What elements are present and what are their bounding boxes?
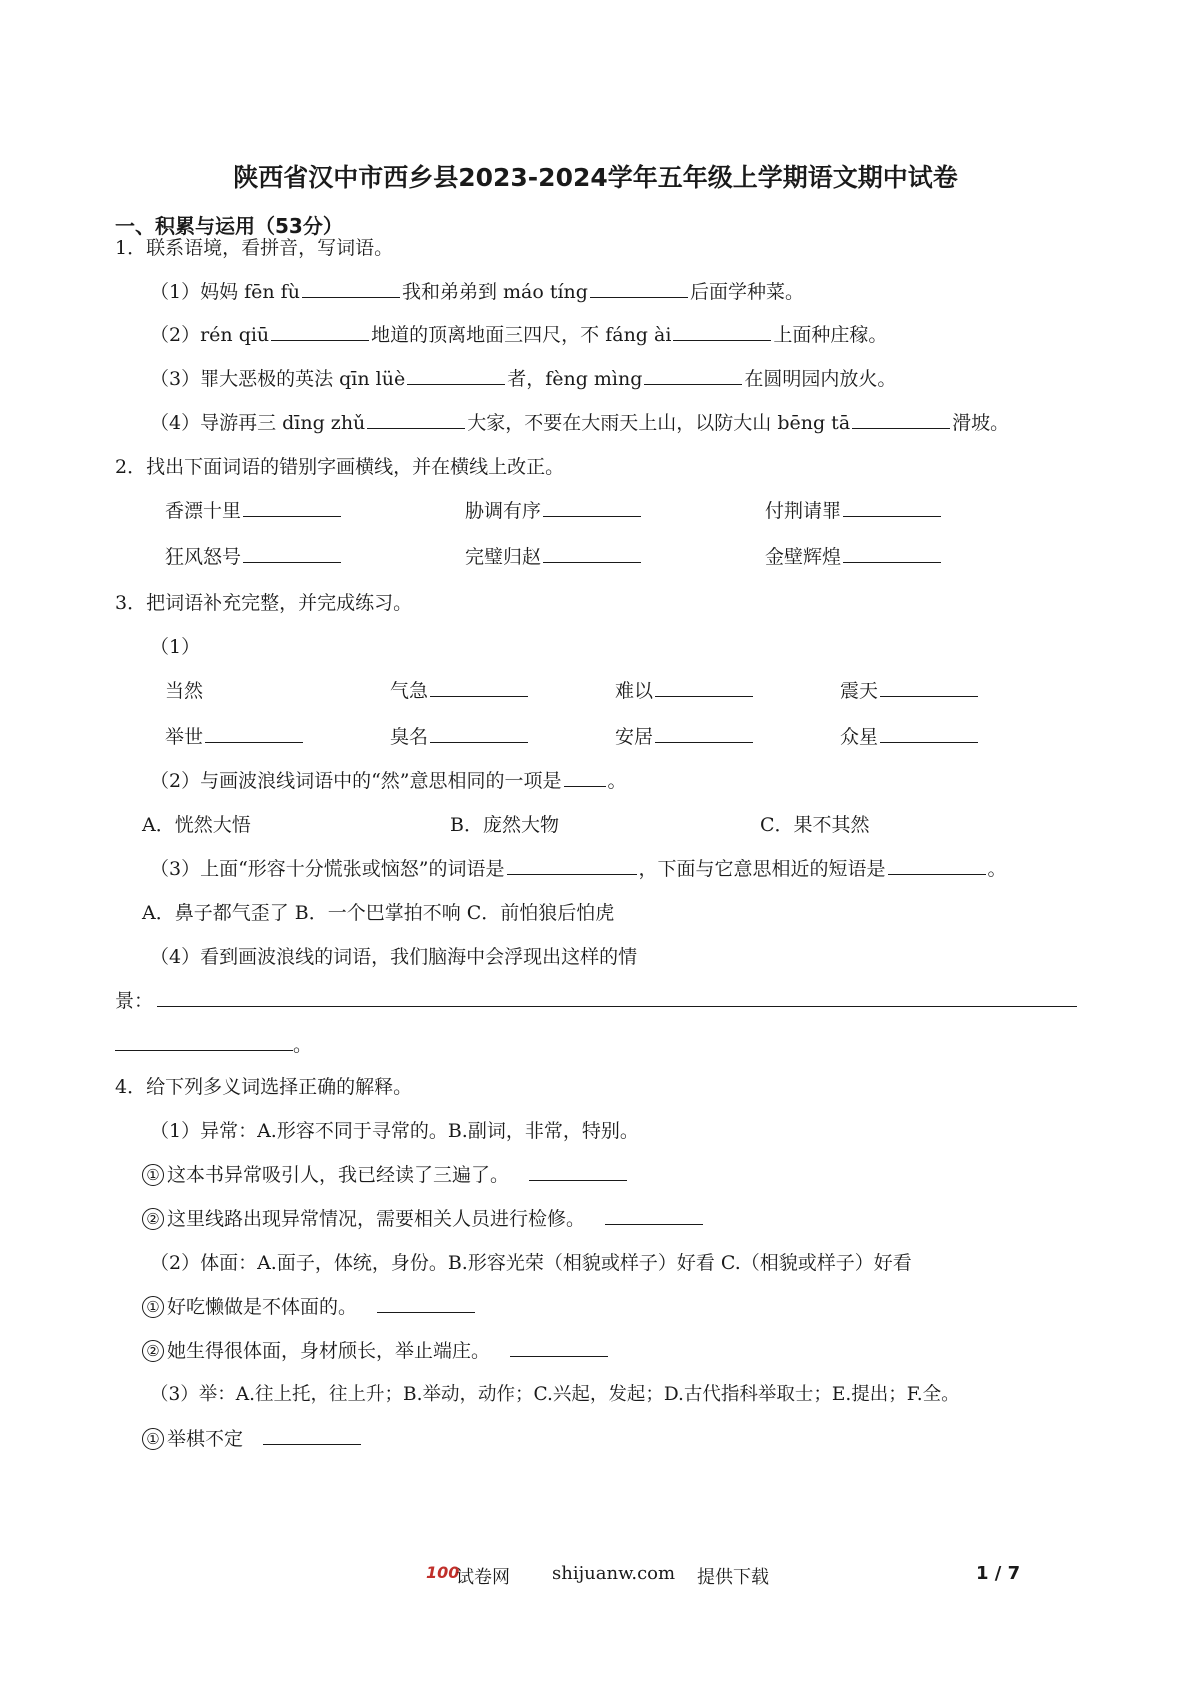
footer-provide-text: 提供下载: [697, 1567, 769, 1588]
answer-blank[interactable]: [510, 1338, 608, 1357]
q1-item-1: （1）妈妈 fēn fù 我和弟弟到 máo tíng 后面学种菜。: [150, 281, 804, 303]
answer-blank[interactable]: [655, 678, 753, 697]
q4-sub-3-item-1: ① 举棋不定: [142, 1424, 363, 1451]
q3-idiom: 安居: [615, 722, 755, 749]
answer-blank[interactable]: [507, 856, 637, 875]
q4-sub-3: （3）举：A.往上托，往上升；B.举动，动作；C.兴起，发起；D.古代指科举取士；E.提出；F.全。: [150, 1384, 960, 1405]
answer-blank[interactable]: [263, 1426, 361, 1445]
q4-sub-1-item-2: ② 这里线路出现异常情况，需要相关人员进行检修。: [142, 1204, 705, 1231]
q1-item-2: （2）rén qiū 地道的顶离地面三四尺，不 fáng ài 上面种庄稼。: [150, 324, 888, 346]
answer-blank[interactable]: [655, 724, 753, 743]
q3-idiom: 气急: [390, 676, 530, 703]
q2-word: 香漂十里: [165, 496, 343, 523]
q4-sub-2-item-1: ① 好吃懒做是不体面的。: [142, 1292, 477, 1319]
answer-blank[interactable]: [543, 544, 641, 563]
answer-blank[interactable]: [590, 279, 688, 298]
q4-sub-2-item-2: ② 她生得很体面，身材颀长，举止端庄。: [142, 1336, 610, 1363]
q2-word: 胁调有序: [465, 496, 643, 523]
q3-option-b: B．庞然大物: [450, 814, 559, 836]
question-4-stem: 4．给下列多义词选择正确的解释。: [115, 1076, 413, 1098]
answer-blank[interactable]: [205, 724, 303, 743]
site-logo: 100: [426, 1563, 460, 1582]
answer-blank[interactable]: [243, 544, 341, 563]
answer-blank[interactable]: [271, 322, 369, 341]
q2-word: 金壁辉煌: [765, 542, 943, 569]
answer-blank[interactable]: [644, 366, 742, 385]
answer-blank[interactable]: [880, 678, 978, 697]
q2-word: 完璧归赵: [465, 542, 643, 569]
q1-item-4: （4）导游再三 dīng zhǔ 大家，不要在大雨天上山，以防大山 bēng tā 滑坡。: [150, 412, 1010, 434]
q4-sub-1-item-1: ① 这本书异常吸引人，我已经读了三遍了。: [142, 1160, 629, 1187]
question-3-stem: 3．把词语补充完整，并完成练习。: [115, 592, 413, 614]
circled-number-icon: ①: [142, 1164, 164, 1186]
q2-word: 狂风怒号: [165, 542, 343, 569]
section-heading: 一、积累与运用（53分）: [115, 214, 343, 238]
circled-number-icon: ①: [142, 1428, 164, 1450]
footer-site-name: 试卷网: [456, 1567, 510, 1588]
answer-line[interactable]: [157, 988, 1077, 1007]
q3-idiom: 众星: [840, 722, 980, 749]
q3-part-3: （3）上面“形容十分慌张或恼怒”的词语是 ，下面与它意思相近的短语是 。: [150, 858, 1007, 880]
answer-blank[interactable]: [564, 768, 606, 787]
q4-sub-1: （1）异常：A.形容不同于寻常的。B.副词，非常，特别。: [150, 1120, 639, 1142]
answer-blank[interactable]: [407, 366, 505, 385]
q3-part-4-answer-tail: 。: [115, 1030, 312, 1057]
answer-blank[interactable]: [673, 322, 771, 341]
page-number: 1 / 7: [976, 1563, 1021, 1584]
answer-blank[interactable]: [377, 1294, 475, 1313]
answer-line[interactable]: [115, 1032, 293, 1051]
answer-blank[interactable]: [605, 1206, 703, 1225]
q1-item-3: （3）罪大恶极的英法 qīn lüè 者，fèng mìng 在圆明园内放火。: [150, 368, 897, 390]
answer-blank[interactable]: [430, 678, 528, 697]
answer-blank[interactable]: [843, 544, 941, 563]
q3-idiom: 难以: [615, 676, 755, 703]
footer-site-url[interactable]: shijuanw.com: [552, 1563, 676, 1584]
q3-part-1-label: （1）: [150, 636, 201, 658]
q3-part-3-options: A．鼻子都气歪了 B．一个巴掌拍不响 C．前怕狼后怕虎: [142, 902, 615, 924]
q3-idiom: 震天: [840, 676, 980, 703]
q3-option-c: C．果不其然: [760, 814, 870, 836]
answer-blank[interactable]: [430, 724, 528, 743]
answer-blank[interactable]: [243, 498, 341, 517]
answer-blank[interactable]: [529, 1162, 627, 1181]
page-footer: [0, 1563, 1191, 1593]
answer-blank[interactable]: [302, 279, 400, 298]
circled-number-icon: ①: [142, 1296, 164, 1318]
q3-idiom: 臭名: [390, 722, 530, 749]
circled-number-icon: ②: [142, 1208, 164, 1230]
q3-idiom: 当然: [165, 680, 204, 702]
q3-option-a: A．恍然大悟: [142, 814, 251, 836]
q3-part-4: （4）看到画波浪线的词语，我们脑海中会浮现出这样的情: [150, 946, 638, 968]
q4-sub-2: （2）体面：A.面子，体统，身份。B.形容光荣（相貌或样子）好看 C.（相貌或样子）好看: [150, 1252, 912, 1274]
q3-idiom: 举世: [165, 722, 305, 749]
answer-blank[interactable]: [367, 410, 465, 429]
q3-part-2: （2）与画波浪线词语中的“然”意思相同的一项是 。: [150, 770, 627, 792]
page-title: 陕西省汉中市西乡县2023-2024学年五年级上学期语文期中试卷: [233, 163, 958, 192]
q2-word: 付荆请罪: [765, 496, 943, 523]
answer-blank[interactable]: [543, 498, 641, 517]
answer-blank[interactable]: [888, 856, 986, 875]
answer-blank[interactable]: [843, 498, 941, 517]
question-1-stem: 1．联系语境，看拼音，写词语。: [115, 237, 394, 259]
answer-blank[interactable]: [880, 724, 978, 743]
answer-blank[interactable]: [852, 410, 950, 429]
q3-part-4-answer-line: 景：: [115, 986, 1079, 1013]
question-2-stem: 2．找出下面词语的错别字画横线，并在横线上改正。: [115, 456, 565, 478]
circled-number-icon: ②: [142, 1340, 164, 1362]
